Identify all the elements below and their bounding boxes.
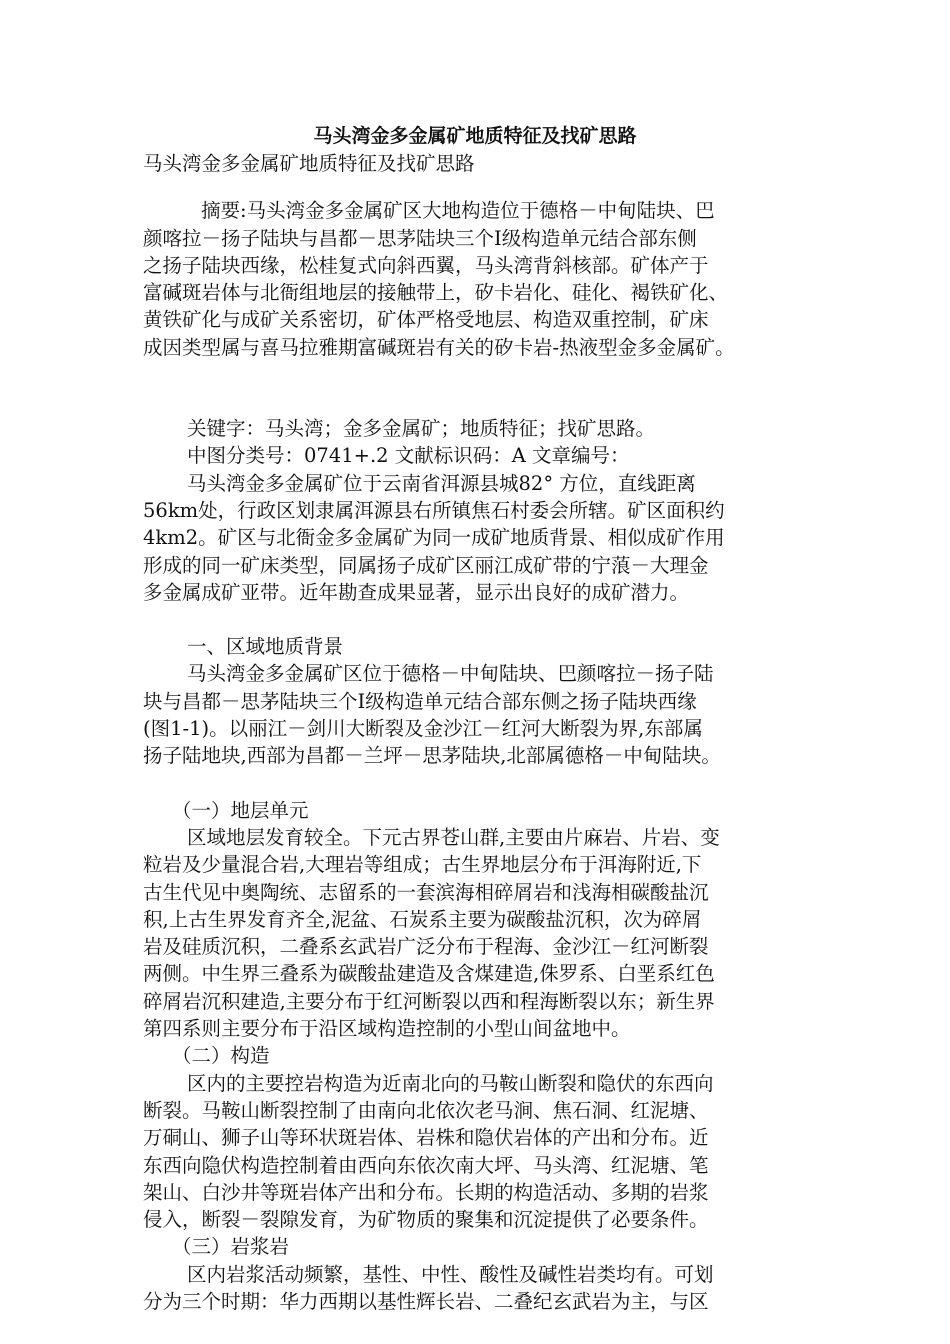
section-line: 块与昌都－思茅陆块三个Ⅰ级构造单元结合部东侧之扬子陆块西缘 (143, 689, 697, 713)
abstract-line: 黄铁矿化与成矿关系密切，矿体严格受地层、构造双重控制，矿床 (143, 308, 709, 332)
section-paragraph (143, 660, 823, 769)
subsection-heading: （二）构造 (172, 1044, 270, 1068)
subsection-line: 架山、白沙井等斑岩体产出和分布。长期的构造活动、多期的岩浆 (143, 1180, 709, 1204)
spacer (143, 361, 823, 415)
subsection-line: 侵入，断裂－裂隙发育，为矿物质的聚集和沉淀提供了必要条件。 (143, 1208, 709, 1232)
spacer (143, 770, 823, 797)
spacer (143, 177, 823, 197)
subsection-line: 古生代见中奥陶统、志留系的一套滨海相碎屑岩和浅海相碳酸盐沉 (143, 880, 709, 904)
subsection-paragraph (143, 1070, 823, 1234)
subsection-line: 断裂。马鞍山断裂控制了由南向北依次老马涧、焦石洞、红泥塘、 (143, 1098, 709, 1122)
abstract-line: 成因类型属与喜马拉雅期富碱斑岩有关的矽卡岩-热液型金多金属矿。 (143, 335, 735, 359)
subsection-heading: （一）地层单元 (172, 798, 309, 822)
subsection-line: 区内的主要控岩构造为近南北向的马鞍山断裂和隐伏的东西向 (187, 1071, 714, 1095)
subsection-line: 两侧。中生界三叠系为碳酸盐建造及含煤建造,侏罗系、白垩系红色 (143, 962, 715, 986)
subsection-line: 区域地层发育较全。下元古界苍山群,主要由片麻岩、片岩、变 (187, 825, 720, 849)
subsection-line: 碎屑岩沉积建造,主要分布于红河断裂以西和程海断裂以东；新生界 (143, 989, 715, 1013)
abstract-line: 富碱斑岩体与北衙组地层的接触带上，矽卡岩化、硅化、褐铁矿化、 (143, 281, 729, 305)
intro-line: 4km2。矿区与北衙金多金属矿为同一成矿地质背景、相似成矿作用 (143, 526, 725, 550)
intro-paragraph (143, 470, 823, 606)
intro-line: 56km处，行政区划隶属洱源县右所镇焦石村委会所辖。矿区面积约 (143, 498, 725, 522)
subsection-line: 东西向隐伏构造控制着由西向东依次南大坪、马头湾、红泥塘、笔 (143, 1153, 709, 1177)
classification-line: 中图分类号：0741+.2 文献标识码：A 文章编号： (187, 444, 630, 468)
subsection-line: 区内岩浆活动频繁，基性、中性、酸性及碱性岩类均有。可划 (187, 1262, 714, 1286)
intro-line: 多金属成矿亚带。近年勘查成果显著，显示出良好的成矿潜力。 (143, 580, 690, 604)
intro-line: 马头湾金多金属矿位于云南省洱源县城82° 方位，直线距离 (187, 471, 696, 495)
abstract-paragraph (143, 197, 823, 361)
document-subtitle: 马头湾金多金属矿地质特征及找矿思路 (143, 152, 475, 175)
subsection-paragraph (143, 824, 823, 1042)
subsection-line: 第四系则主要分布于沿区域构造控制的小型山间盆地中。 (143, 1017, 631, 1041)
section-line: 马头湾金多金属矿区位于德格－中甸陆块、巴颜喀拉－扬子陆 (187, 662, 714, 686)
subsection-line: 万硐山、狮子山等环状斑岩体、岩株和隐伏岩体的产出和分布。近 (143, 1126, 709, 1150)
abstract-line: 颜喀拉－扬子陆块与昌都－思茅陆块三个Ⅰ级构造单元结合部东侧 (143, 226, 697, 250)
subsection-line: 粒岩及少量混合岩,大理岩等组成；古生界地层分布于洱海附近,下 (143, 853, 702, 877)
keywords-line: 关键字：马头湾；金多金属矿；地质特征；找矿思路。 (187, 417, 656, 441)
abstract-line: 之扬子陆块西缘，松桂复式向斜西翼，马头湾背斜核部。矿体产于 (143, 253, 709, 277)
document-body (143, 150, 823, 1315)
abstract-line: 摘要:马头湾金多金属矿区大地构造位于德格－中甸陆块、巴 (201, 199, 715, 223)
intro-line: 形成的同一矿床类型，同属扬子成矿区丽江成矿带的宁蒗－大理金 (143, 553, 709, 577)
document-title: 马头湾金多金属矿地质特征及找矿思路 (313, 125, 637, 147)
subsection-paragraph (143, 1261, 823, 1316)
subsection-line: 岩及硅质沉积，二叠系玄武岩广泛分布于程海、金沙江－红河断裂 (143, 935, 709, 959)
section-heading: 一、区域地质背景 (187, 635, 344, 659)
section-line: (图1-1)。以丽江－剑川大断裂及金沙江－红河大断裂为界,东部属 (143, 717, 703, 741)
subsection-line: 积,上古生界发育齐全,泥盆、石炭系主要为碳酸盐沉积，次为碎屑 (143, 907, 702, 931)
subsection-heading: （三）岩浆岩 (172, 1235, 290, 1259)
subsection-line: 分为三个时期：华力西期以基性辉长岩、二叠纪玄武岩为主，与区 (143, 1289, 709, 1313)
section-line: 扬子陆地块,西部为昌都－兰坪－思茅陆块,北部属德格－中甸陆块。 (143, 744, 721, 768)
spacer (143, 606, 823, 633)
